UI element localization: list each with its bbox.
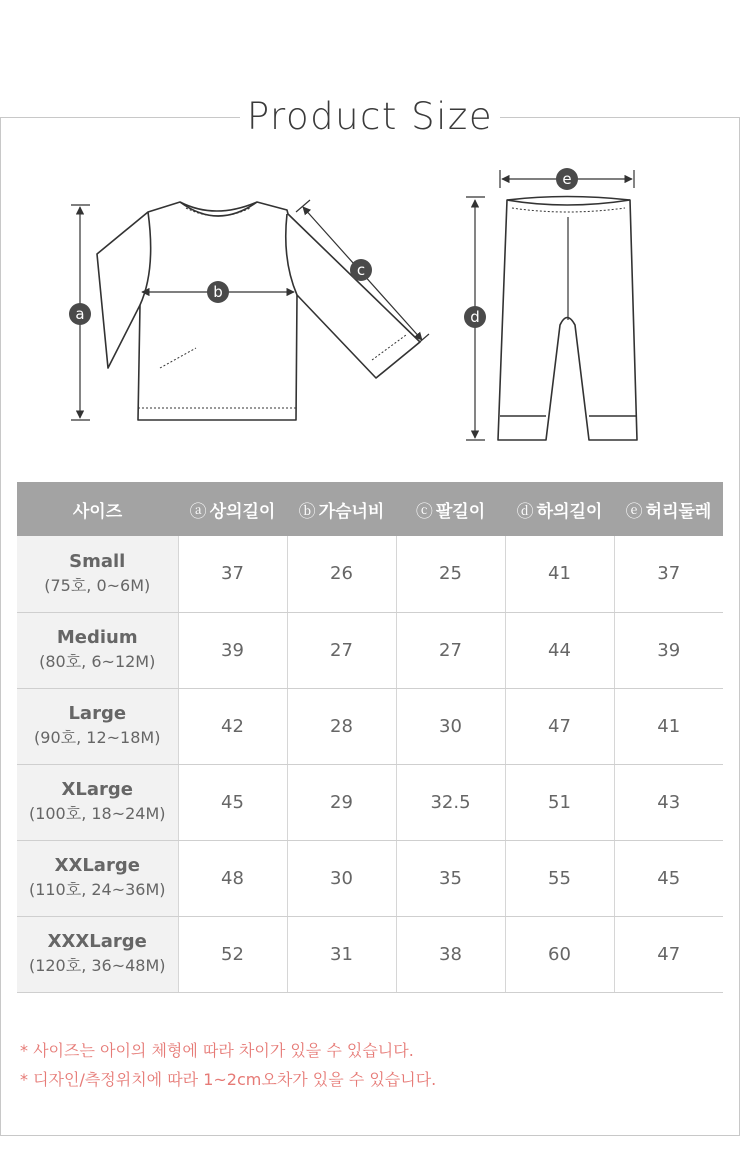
table-header-row	[17, 482, 723, 536]
svg-text:b: b	[213, 283, 223, 301]
header-size: 사이즈	[17, 482, 178, 536]
value-cell: 31	[287, 916, 396, 992]
header-sleeve-length: ⓒ 팔길이	[396, 482, 505, 536]
shirt-illustration	[97, 202, 420, 420]
table-row	[17, 840, 723, 916]
size-cell: XLarge (100호, 18~24M)	[17, 764, 178, 840]
size-cell: XXLarge (110호, 24~36M)	[17, 840, 178, 916]
size-cell: Medium (80호, 6~12M)	[17, 612, 178, 688]
value-cell: 47	[505, 688, 614, 764]
table-row	[17, 916, 723, 992]
value-cell: 44	[505, 612, 614, 688]
value-cell: 27	[287, 612, 396, 688]
value-cell: 39	[614, 612, 723, 688]
value-cell: 48	[178, 840, 287, 916]
notes	[20, 1036, 436, 1094]
value-cell: 25	[396, 536, 505, 612]
garment-diagram	[0, 150, 740, 460]
pants-illustration	[498, 197, 637, 441]
value-cell: 45	[178, 764, 287, 840]
value-cell: 30	[287, 840, 396, 916]
marker-b-icon	[207, 281, 229, 303]
size-cell: XXXLarge (120호, 36~48M)	[17, 916, 178, 992]
value-cell: 45	[614, 840, 723, 916]
value-cell: 37	[614, 536, 723, 612]
value-cell: 30	[396, 688, 505, 764]
header-top-length: ⓐ 상의길이	[178, 482, 287, 536]
value-cell: 55	[505, 840, 614, 916]
marker-c-icon	[350, 259, 372, 281]
note-size-variation: * 사이즈는 아이의 체형에 따라 차이가 있을 수 있습니다.	[20, 1041, 414, 1060]
value-cell: 28	[287, 688, 396, 764]
marker-e-icon	[556, 168, 578, 190]
value-cell: 41	[614, 688, 723, 764]
size-cell: Small (75호, 0~6M)	[17, 536, 178, 612]
title-wrap	[240, 92, 500, 142]
value-cell: 35	[396, 840, 505, 916]
table-row	[17, 764, 723, 840]
value-cell: 42	[178, 688, 287, 764]
table-row	[17, 536, 723, 612]
table-row	[17, 612, 723, 688]
value-cell: 41	[505, 536, 614, 612]
value-cell: 27	[396, 612, 505, 688]
header-waist: ⓔ 허리둘레	[614, 482, 723, 536]
marker-d-icon	[464, 306, 486, 328]
value-cell: 29	[287, 764, 396, 840]
value-cell: 51	[505, 764, 614, 840]
marker-a-icon	[69, 303, 91, 325]
svg-text:a: a	[75, 305, 85, 323]
page-title: Product Size	[246, 95, 494, 138]
value-cell: 38	[396, 916, 505, 992]
value-cell: 52	[178, 916, 287, 992]
header-chest-width: ⓑ 가슴너비	[287, 482, 396, 536]
size-table	[17, 482, 723, 993]
table-row	[17, 688, 723, 764]
svg-text:e: e	[562, 170, 572, 188]
size-cell: Large (90호, 12~18M)	[17, 688, 178, 764]
value-cell: 26	[287, 536, 396, 612]
value-cell: 60	[505, 916, 614, 992]
header-bottom-length: ⓓ 하의길이	[505, 482, 614, 536]
value-cell: 32.5	[396, 764, 505, 840]
note-measurement-error: * 디자인/측정위치에 따라 1~2cm오차가 있을 수 있습니다.	[20, 1070, 437, 1089]
value-cell: 37	[178, 536, 287, 612]
svg-text:d: d	[470, 308, 480, 326]
svg-text:c: c	[356, 261, 366, 279]
value-cell: 43	[614, 764, 723, 840]
value-cell: 47	[614, 916, 723, 992]
value-cell: 39	[178, 612, 287, 688]
